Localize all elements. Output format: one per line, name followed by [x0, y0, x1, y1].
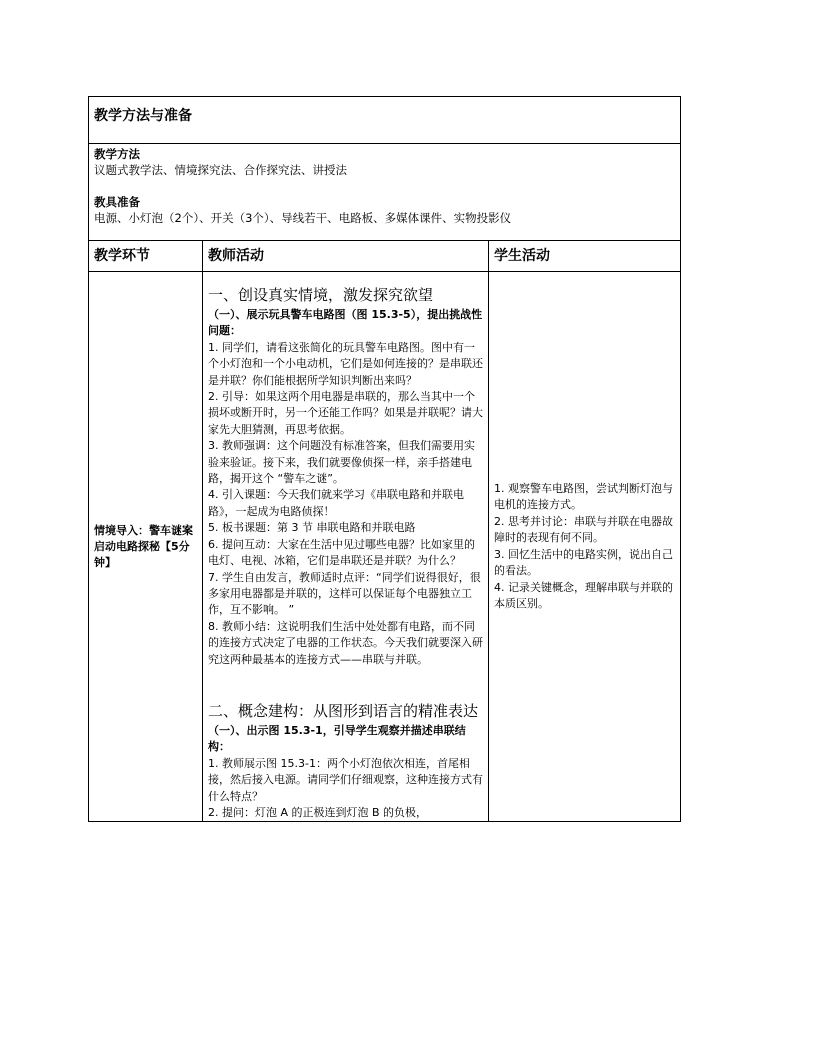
- stage-label: 情境导入：警车谜案启动电路探秘【5分钟】: [89, 272, 203, 822]
- teacher-part1-subtitle: （一）、展示玩具警车电路图（图 15.3-5），提出挑战性问题：: [208, 308, 483, 338]
- teacher-step: 1. 教师展示图 15.3-1：两个小灯泡依次相连，首尾相接，然后接入电源。请同学们仔细观察，这种连接方式有什么特点？: [208, 756, 483, 803]
- teacher-step: 8. 教师小结：这说明我们生活中处处都有电路，而不同的连接方式决定了电器的工作状态。今天我们就要深入研究这两种最基本的连接方式——串联与并联。: [208, 619, 483, 666]
- student-step: 2. 思考并讨论：串联与并联在电器故障时的表现有何不同。: [494, 514, 673, 545]
- student-activity-cell: [489, 272, 681, 822]
- student-step: 1. 观察警车电路图，尝试判断灯泡与电机的连接方式。: [494, 482, 673, 512]
- teacher-step: 5. 板书课题：第 3 节 串联电路和并联电路: [208, 521, 416, 535]
- student-step: 4. 记录关键概念，理解串联与并联的本质区别。: [494, 580, 673, 610]
- column-header-teacher: 教师活动: [203, 241, 489, 272]
- teacher-step: 2. 提问：灯泡 A 的正极连到灯泡 B 的负极，: [208, 805, 428, 819]
- methods-text: 议题式教学法、情境探究法、合作探究法、讲授法: [94, 163, 347, 177]
- equipment-text: 电源、小灯泡（2个）、开关（3个）、导线若干、电路板、多媒体课件、实物投影仪: [94, 211, 512, 225]
- teacher-part2-title: 二、概念建构：从图形到语言的精准表达: [208, 701, 479, 720]
- equipment-heading: 教具准备: [94, 195, 140, 209]
- teacher-part2-subtitle: （一）、出示图 15.3-1，引导学生观察并描述串联结构：: [208, 723, 466, 754]
- student-step: 3. 回忆生活中的电路实例，说出自己的看法。: [494, 547, 673, 578]
- teacher-step: 1. 同学们，请看这张简化的玩具警车电路图。图中有一个小灯泡和一个小电动机，它们是如何连接的？是串联还是并联？你们能根据所学知识判断出来吗？: [208, 340, 483, 387]
- lesson-plan-table: [88, 96, 681, 822]
- section-title: 教学方法与准备: [89, 97, 681, 144]
- column-header-student: 学生活动: [489, 241, 681, 272]
- teacher-step: 2. 引导：如果这两个用电器是串联的，那么当其中一个损坏或断开时，另一个还能工作吗？如果是并联呢？请大家先大胆猜测，再思考依据。: [208, 390, 483, 436]
- teacher-step: 3. 教师强调：这个问题没有标准答案，但我们需要用实验来验证。接下来，我们就要像侦探一样，亲手搭建电路，揭开这个 “警车之谜”。: [208, 439, 475, 486]
- teacher-part1-title: 一、创设真实情境，激发探究欲望: [208, 286, 434, 304]
- methods-heading: 教学方法: [94, 147, 140, 161]
- teacher-step: 6. 提问互动：大家在生活中见过哪些电器？比如家里的电灯、电视、冰箱，它们是串联还是并联？为什么？: [208, 537, 475, 568]
- preparation-cell: [89, 144, 681, 241]
- teacher-activity-cell: [203, 272, 489, 822]
- teacher-step: 7. 学生自由发言，教师适时点评：“同学们说得很好，很多家用电器都是并联的，这样可以保证每个电器独立工作，互不影响。 ”: [208, 570, 481, 617]
- teacher-step: 4. 引入课题：今天我们就来学习《串联电路和并联电路》，一起成为电路侦探！: [208, 488, 464, 518]
- column-header-stage: 教学环节: [89, 241, 203, 272]
